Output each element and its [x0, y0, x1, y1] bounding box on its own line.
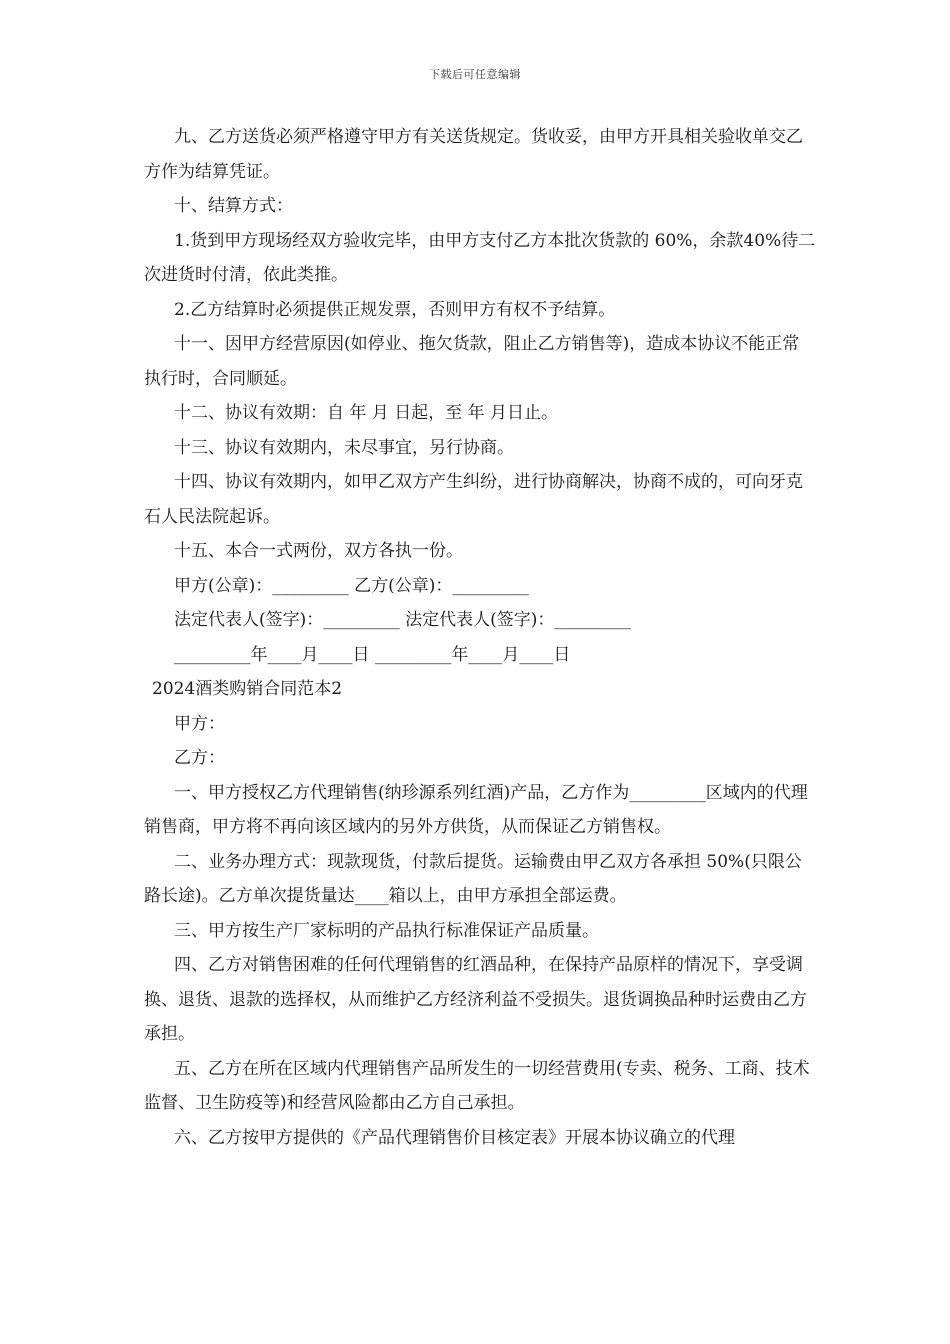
- signature-dates: _________年____月____日 _________年____月____日: [174, 644, 571, 665]
- clause-9: 九、乙方送货必须严格遵守甲方有关送货规定。货收妥，由甲方开具相关验收单交乙方作为结算凭证。: [144, 127, 803, 182]
- article-2: 二、业务办理方式：现款现货，付款后提货。运输费由甲乙双方各承担 50%(只限公路长途)。乙方单次提货量达____箱以上，由甲方承担全部运费。: [144, 851, 802, 906]
- article-4: 四、乙方对销售困难的任何代理销售的红酒品种，在保持产品原样的情况下，享受调换、退货、退款的选择权，从而维护乙方经济利益不受损失。退货调换品种时运费由乙方承担。: [144, 955, 807, 1044]
- party-b: 乙方：: [174, 748, 225, 768]
- clause-15: 十五、本合一式两份，双方各执一份。: [174, 541, 463, 561]
- document-body: [144, 120, 816, 1155]
- article-5: 五、乙方在所在区域内代理销售产品所发生的一切经营费用(专卖、税务、工商、技术监督、卫生防疫等)和经营风险都由乙方自己承担。: [144, 1058, 810, 1113]
- clause-14: 十四、协议有效期内，如甲乙双方产生纠纷，进行协商解决，协商不成的，可向牙克石人民法院起诉。: [144, 472, 803, 527]
- clause-11: 十一、因甲方经营原因(如停业、拖欠货款，阻止乙方销售等)，造成本协议不能正常执行时，合同顺延。: [144, 334, 800, 389]
- article-6: 六、乙方按甲方提供的《产品代理销售价目核定表》开展本协议确立的代理: [174, 1127, 735, 1148]
- signature-representatives: 法定代表人(签字)：_________ 法定代表人(签字)：_________: [174, 610, 631, 630]
- party-a: 甲方：: [174, 713, 225, 734]
- clause-10-item-1: 1.货到甲方现场经双方验收完毕，由甲方支付乙方本批次货款的 60%，余款40%待二次进货时付清，依此类推。: [144, 230, 816, 285]
- page-header: 下载后可任意编辑: [429, 68, 521, 81]
- article-3: 三、甲方按生产厂家标明的产品执行标准保证产品质量。: [174, 920, 599, 941]
- signature-seals: 甲方(公章)：_________ 乙方(公章)：_________: [174, 575, 529, 596]
- clause-13: 十三、协议有效期内，未尽事宜，另行协商。: [174, 437, 514, 458]
- clause-10-item-2: 2.乙方结算时必须提供正规发票，否则甲方有权不予结算。: [174, 299, 616, 320]
- article-1: 一、甲方授权乙方代理销售(纳珍源系列红酒)产品，乙方作为_________区域内的代理销售商，甲方将不再向该区域内的另外方供货，从而保证乙方销售权。: [144, 782, 808, 837]
- clause-10-heading: 十、结算方式：: [174, 196, 293, 216]
- section-title: 2024酒类购销合同范本2: [152, 679, 343, 699]
- clause-12: 十二、协议有效期：自 年 月 日起，至 年 月日止。: [174, 403, 559, 423]
